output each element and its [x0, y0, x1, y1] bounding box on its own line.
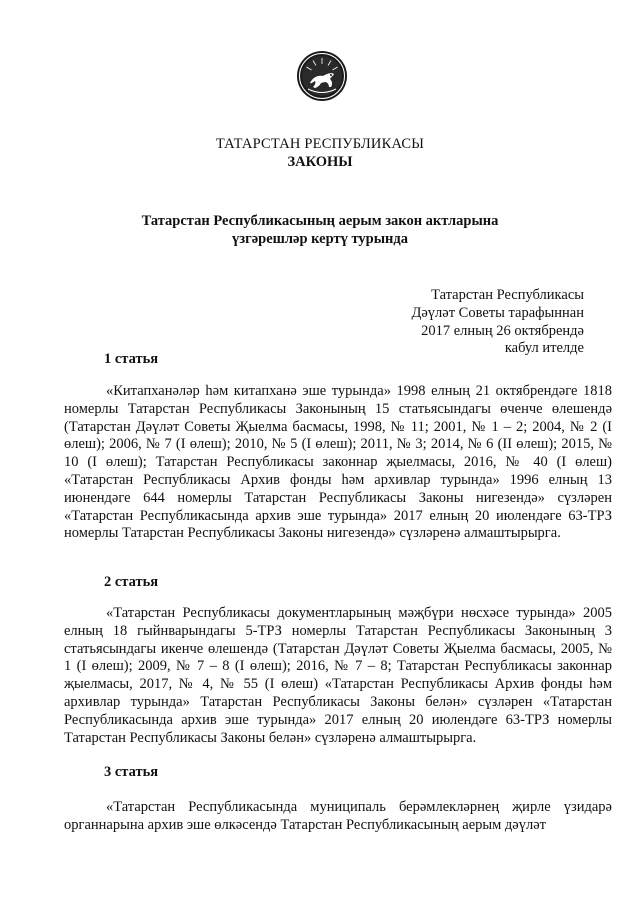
adoption-line-4: кабул ителде	[504, 340, 584, 357]
adoption-block	[411, 287, 584, 358]
republic-heading: ТАТАРСТАН РЕСПУБЛИКАСЫ	[215, 136, 425, 152]
article-1-text: «Китапханәләр һәм китапханә эше турында» 1998 елның 21 октябрендәге 1818 номерлы Татарстан Республикасы Законының 15 статьясындагы өченче өлешендә (Татарстан Дәүләт Советы Җыелма басмасы, 1998, № 11; 2001, № 1 – 2; 2004, № 2 (I өлеш); 2006, № 7 (I өлеш); 2010, № 5 (I өлеш); 2011, № 3; 2014, № 6 (II өлеш); 2015, № 10 (I өлеш); Татарстан Республикасы законнар җыелмасы, 2016, № 40 (I өлеш) «Татарстан Республикасы Архив фонды һәм архивлар турында» 1996 елның 13 июнендәге 644 номерлы Татарстан Республикасы Законы нигезендә» сүзләрен «Татарстан Республикасында архив эше турында» 2017 елның 20 июлендәге 63-ТРЗ номерлы Татарстан Республикасы Законы нигезендә» сүзләренә алмаштырырга.	[64, 383, 612, 542]
title-line-1: Татарстан Республикасының аерым закон актларына	[141, 213, 499, 229]
adoption-line-1: Татарстан Республикасы	[431, 287, 584, 303]
article-2-text: «Татарстан Республикасы документларының мәҗбүри нөсхәсе турында» 2005 елның 18 гыйнварындагы 5-ТРЗ номерлы Татарстан Республикасы Законының 3 статьясындагы икенче өлешендә (Татарстан Дәүләт Советы Җыелма басмасы, 2005, № 1 (I өлеш); 2009, № 7 – 8 (I өлеш); 2016, № 7 – 8; Татарстан Республикасы законнар җыелмасы, 2017, № 4, № 55 (I өлеш) «Татарстан Республикасы Архив фонды һәм архивлар турында» Татарстан Республикасы Законы белән» сүзләрен «Татарстан Республикасында архив эше турында» 2017 елның 20 июлендәге 63-ТРЗ номерлы Татарстан Республикасы Законы белән» сүзләренә алмаштырырга.	[64, 605, 612, 746]
article-1-heading: 1 статья	[104, 351, 159, 367]
adoption-line-3: 2017 елның 26 октябрендә	[421, 322, 584, 339]
article-3-heading: 3 статья	[104, 764, 159, 780]
tatarstan-coat-of-arms-icon	[296, 50, 348, 102]
article-3-text: «Татарстан Республикасында муниципаль берәмлекләрнең җирле үзидарә органнарына архив эше өлкәсендә Татарстан Республикасының аерым дәүләт	[64, 799, 612, 833]
adoption-line-2: Дәүләт Советы тарафыннан	[411, 304, 584, 321]
article-2-heading: 2 статья	[104, 574, 159, 590]
title-line-2: үзгәрешләр кертү турында	[232, 231, 408, 247]
law-heading: ЗАКОНЫ	[287, 154, 353, 170]
document-title	[120, 212, 520, 248]
